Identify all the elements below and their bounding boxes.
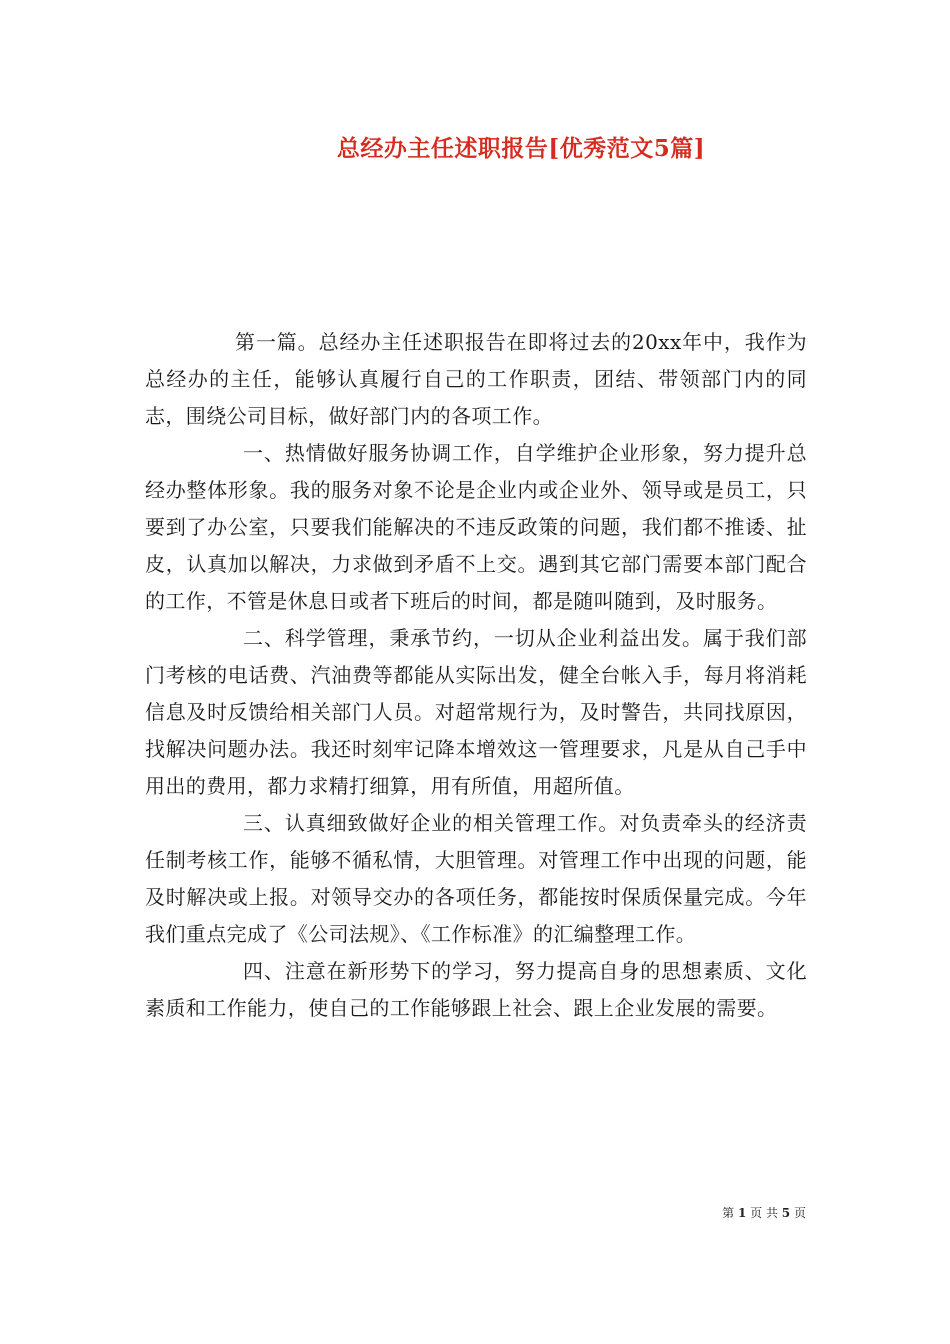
total-page-number: 5 xyxy=(781,1206,791,1220)
footer-suffix: 页 xyxy=(793,1206,806,1220)
footer-middle: 页 共 xyxy=(750,1206,778,1220)
paragraph-section-3: 三、认真细致做好企业的相关管理工作。对负责牵头的经济责任制考核工作，能够不循私情，大胆管理。对管理工作中出现的问题，能及时解决或上报。对领导交办的各项任务，都能按时保质保量完成。今年我们重点完成了《公司法规》、《工作标准》的汇编整理工作。 xyxy=(145,811,807,946)
document-title: 总经办主任述职报告[优秀范文5篇] xyxy=(336,135,706,162)
page-footer xyxy=(0,1204,806,1221)
paragraph-section-2: 二、科学管理，秉承节约，一切从企业利益出发。属于我们部门考核的电话费、汽油费等都能从实际出发，健全台帐入手，每月将消耗信息及时反馈给相关部门人员。对超常规行为，及时警告，共同找原因，找解决问题办法。我还时刻牢记降本增效这一管理要求，凡是从自己手中用出的费用，都力求精打细算，用有所值，用超所值。 xyxy=(145,626,807,798)
paragraph-section-4: 四、注意在新形势下的学习，努力提高自身的思想素质、文化素质和工作能力，使自己的工作能够跟上社会、跟上企业发展的需要。 xyxy=(145,959,807,1020)
current-page-number: 1 xyxy=(737,1206,747,1220)
paragraph-intro: 第一篇。总经办主任述职报告在即将过去的20xx年中，我作为总经办的主任，能够认真履行自己的工作职责，团结、带领部门内的同志，围绕公司目标，做好部门内的各项工作。 xyxy=(145,330,807,428)
document-body xyxy=(145,324,807,1027)
paragraph-section-1: 一、热情做好服务协调工作，自学维护企业形象，努力提升总经办整体形象。我的服务对象不论是企业内或企业外、领导或是员工，只要到了办公室，只要我们能解决的不违反政策的问题，我们都不推诿、扯皮，认真加以解决，力求做到矛盾不上交。遇到其它部门需要本部门配合的工作，不管是休息日或者下班后的时间，都是随叫随到，及时服务。 xyxy=(145,441,807,613)
footer-prefix: 第 xyxy=(722,1206,735,1220)
